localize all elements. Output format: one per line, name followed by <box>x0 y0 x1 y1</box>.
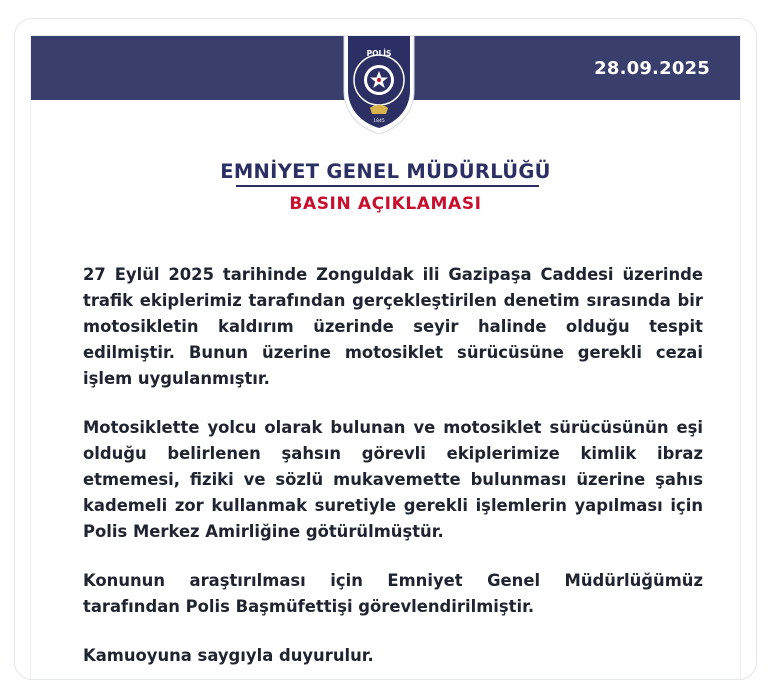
paragraph-4: Kamuoyuna saygıyla duyurulur. <box>83 646 374 665</box>
press-release-document <box>31 36 740 680</box>
page-title: EMNİYET GENEL MÜDÜRLÜĞÜ <box>220 160 551 183</box>
title-divider <box>236 185 539 187</box>
paragraph-1: 27 Eylül 2025 tarihinde Zonguldak ili Gazipaşa Caddesi üzerinde trafik ekiplerimiz tarafından gerçekleştirilen denetim sırasında bir motosikletin kaldırım üzerinde seyir halinde olduğu tespit edilmiştir. Bunun üzerine motosiklet sürücüsüne gerekli cezai işlem uygulanmıştır. <box>83 265 703 388</box>
release-date: 28.09.2025 <box>594 58 710 79</box>
paragraph-3: Konunun araştırılması için Emniyet Genel Müdürlüğümüz tarafından Polis Başmüfettişi görevlendirilmiştir. <box>83 571 703 616</box>
badge-top-text: POLİS <box>366 49 392 58</box>
paragraph-2: Motosiklette yolcu olarak bulunan ve motosiklet sürücüsünün eşi olduğu belirlenen şahsın görevli ekiplerimize kimlik ibraz etmemesi, fiziki ve sözlü mukavemette bulunması üzerine şahıs kademeli zor kullanmak suretiyle gerekli işlemlerin yapılması için Polis Merkez Amirliğine götürülmüştür. <box>83 418 703 541</box>
release-body <box>83 262 703 669</box>
police-badge-icon <box>340 36 418 134</box>
post-card <box>14 18 757 680</box>
badge-year: 1845 <box>373 119 385 124</box>
page-subtitle: BASIN AÇIKLAMASI <box>289 194 482 214</box>
